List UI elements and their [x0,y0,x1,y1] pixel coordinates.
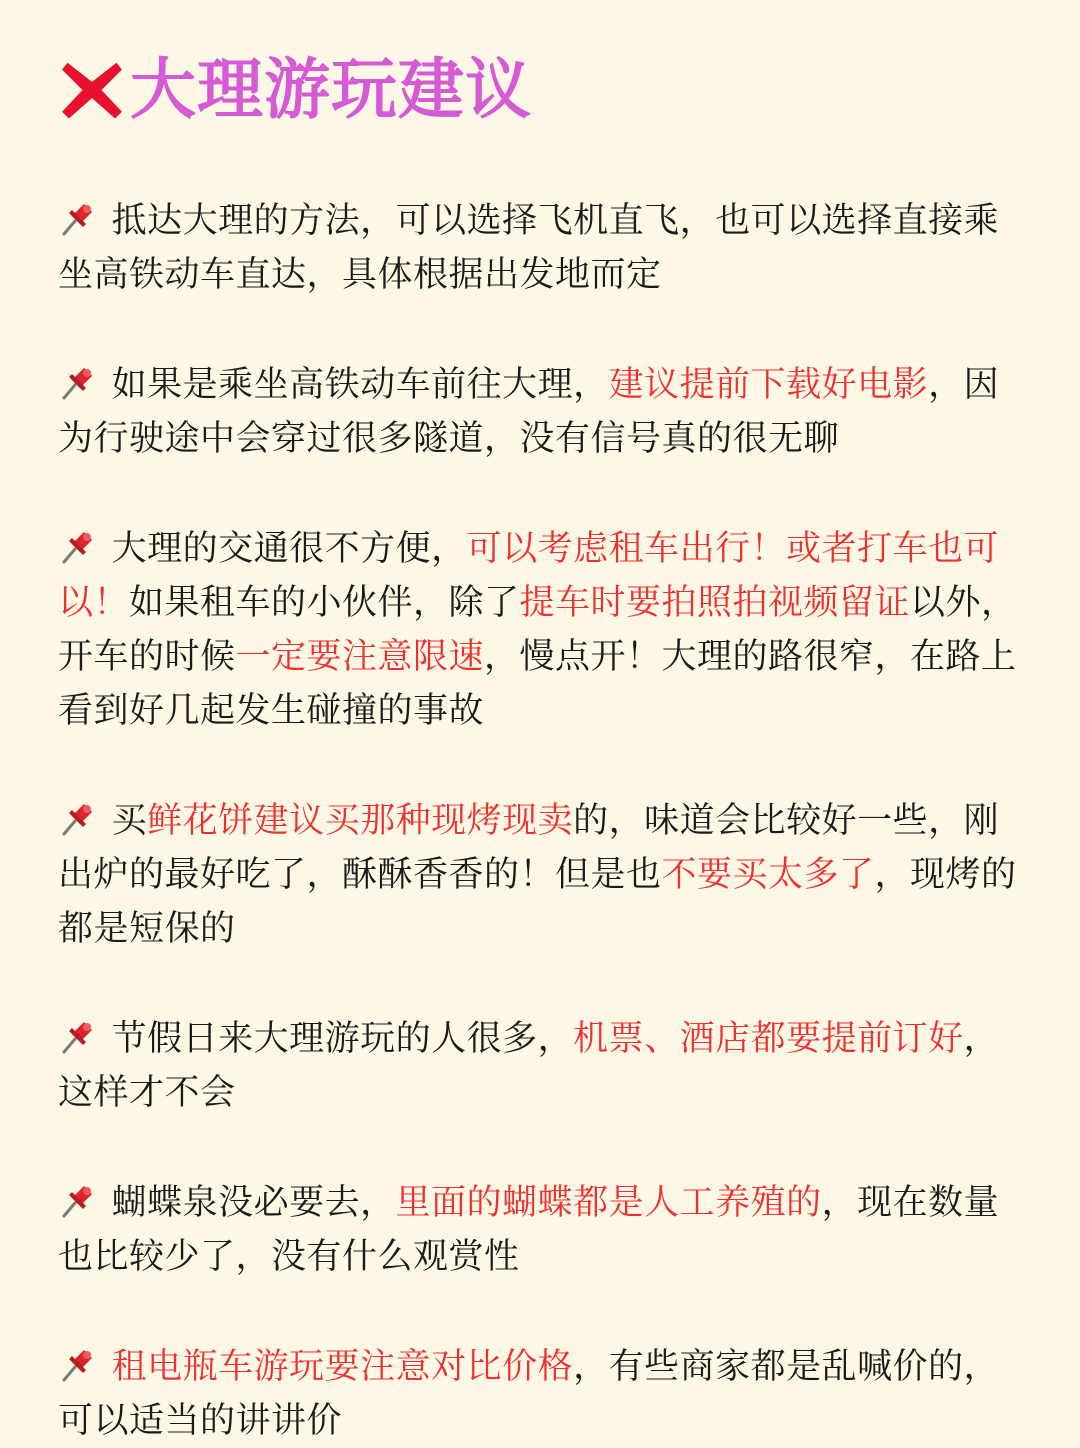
tip-text: 节假日来大理游玩的人很多， [111,1019,574,1059]
tip-text: 的，味道会比较好一些，刚出炉的最好吃了，酥酥香香的！但是也 [58,801,1000,895]
tip-highlight-text: 租电瓶车游玩要注意对比价格 [111,1347,574,1387]
tip-text: 大理的交通很不方便， [111,529,467,569]
pushpin-icon [58,1344,98,1384]
tip-text: 蝴蝶泉没必要去， [111,1183,396,1223]
cross-mark-icon [58,56,126,124]
tip-highlight-text: 提车时要拍照拍视频留证 [519,583,911,623]
tip-text: ，有些商家都是乱喊价的，可以适当的讲讲价 [58,1347,1000,1441]
tip-item [58,794,1024,956]
page-title: 大理游玩建议 [130,51,532,128]
tip-text: 抵达大理的方法，可以选择飞机直飞，也可以选择直接乘坐高铁动车直达，具体根据出发地而定 [58,201,1000,295]
tip-highlight-text: 里面的蝴蝶都是人工养殖的 [395,1183,822,1223]
tip-text: ，因为行驶途中会穿过很多隧道，没有信号真的很无聊 [58,365,1000,459]
tip-text: ，现烤的都是短保的 [58,855,1017,949]
tip-highlight-text: 鲜花饼建议买那种现烤现卖 [147,801,574,841]
tip-text: 以外，开车的时候 [58,583,1017,677]
pushpin-icon [58,798,98,838]
tip-item [58,194,1024,302]
tip-text: 如果是乘坐高铁动车前往大理， [111,365,609,405]
tip-highlight-text: 建议提前下载好电影 [608,365,929,405]
pushpin-icon [58,362,98,402]
tip-text: 买 [111,801,148,841]
tip-highlight-text: 可以考虑租车出行！或者打车也可以！ [58,529,1000,623]
tip-item [58,1176,1024,1284]
tip-highlight-text: 机票、酒店都要提前订好 [573,1019,964,1059]
pushpin-icon [58,1016,98,1056]
tip-item [58,358,1024,466]
tip-item [58,1340,1024,1448]
pushpin-icon [58,526,98,566]
tips-list [58,194,1024,1448]
tip-text: ，现在数量也比较少了，没有什么观赏性 [58,1183,1000,1277]
tip-text: ，这样才不会 [58,1019,1000,1113]
tip-text: ，慢点开！大理的路很窄，在路上看到好几起发生碰撞的事故 [58,637,1017,731]
tip-item [58,1012,1024,1120]
tip-highlight-text: 一定要注意限速 [235,637,485,677]
title-row [58,40,1024,140]
tip-item [58,522,1024,738]
pushpin-icon [58,1180,98,1220]
tip-highlight-text: 不要买太多了 [661,855,875,895]
tip-text: 如果租车的小伙伴，除了 [129,583,520,623]
pushpin-icon [58,198,98,238]
